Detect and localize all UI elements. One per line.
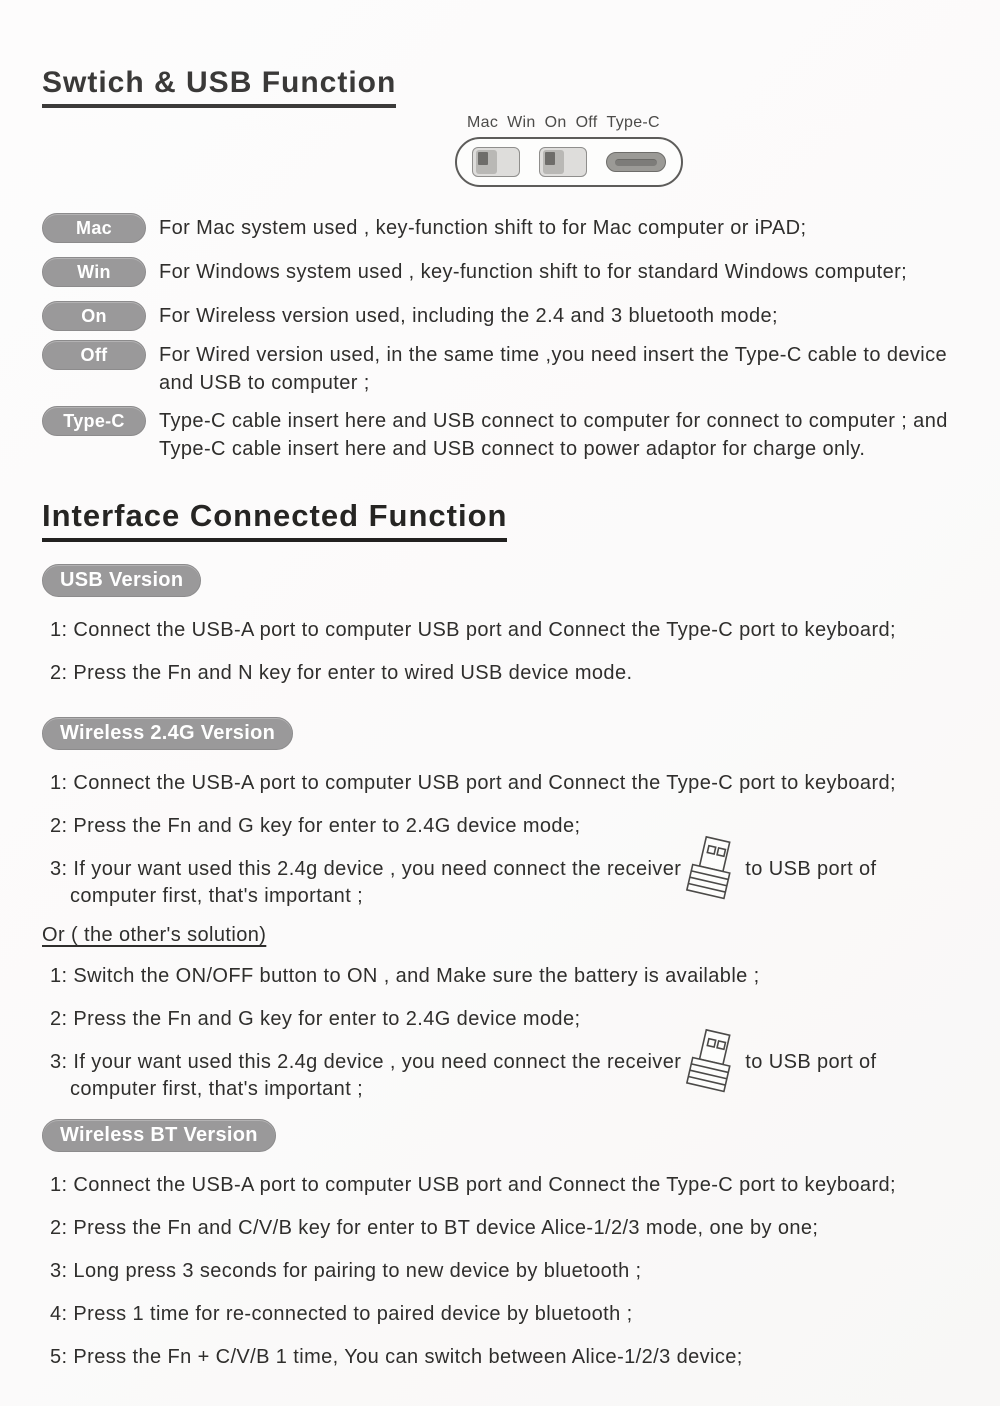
usb-receiver-icon (681, 857, 745, 879)
switch-knob (543, 150, 564, 174)
switch-panel-outline (455, 137, 683, 187)
switch-knob (476, 150, 497, 174)
mac-description: For Mac system used , key-function shift to for Mac computer or iPAD; (159, 217, 807, 239)
label-mac: Mac (467, 114, 499, 131)
bt-step-4: 4: Press 1 time for re-connected to paired device by bluetooth ; (50, 1303, 633, 1326)
type-c-badge: Type-C (42, 406, 146, 436)
wireless-bt-badge: Wireless BT Version (42, 1119, 276, 1152)
label-off: Off (575, 114, 598, 131)
or-solution-heading: Or ( the other's solution) (42, 924, 267, 947)
switch-diagram (455, 114, 695, 187)
wireless-24g-step-3-post: to USB port of (745, 858, 877, 881)
section-title-interface: Interface Connected Function (42, 499, 507, 542)
switch-diagram-labels (467, 114, 695, 132)
off-badge: Off (42, 340, 146, 370)
wireless-24g-section (42, 717, 970, 1103)
legend-row-type-c (42, 406, 970, 463)
switch-legend (42, 213, 970, 463)
legend-row-win (42, 257, 970, 287)
type-c-port-icon (606, 152, 666, 172)
wireless-24g-alt-step-3-post: to USB port of (745, 1051, 877, 1074)
wireless-24g-step-1: 1: Connect the USB-A port to computer USB port and Connect the Type-C port to keyboard; (50, 772, 896, 795)
type-c-description: Type-C cable insert here and USB connect to computer for connect to computer ; and Type-C cable insert here and USB connect to power adaptor for charge only. (159, 410, 948, 460)
on-badge: On (42, 301, 146, 331)
section-title-switch: Swtich & USB Function (42, 66, 396, 108)
usb-version-section (42, 564, 970, 687)
bt-step-1: 1: Connect the USB-A port to computer USB port and Connect the Type-C port to keyboard; (50, 1174, 896, 1197)
on-description: For Wireless version used, including the 2.4 and 3 bluetooth mode; (159, 305, 778, 327)
usb-receiver-icon (681, 1050, 745, 1072)
wireless-24g-step-2: 2: Press the Fn and G key for enter to 2.4G device mode; (50, 815, 581, 838)
mac-win-slide-switch (472, 147, 520, 177)
usb-step-2: 2: Press the Fn and N key for enter to wired USB device mode. (50, 662, 633, 685)
wireless-24g-badge: Wireless 2.4G Version (42, 717, 293, 750)
off-description: For Wired version used, in the same time ,you need insert the Type-C cable to device and USB to computer ; (159, 344, 948, 394)
wireless-24g-alt-step-1: 1: Switch the ON/OFF button to ON , and Make sure the battery is available ; (50, 965, 760, 988)
switch-knob-detail (545, 152, 555, 165)
win-description: For Windows system used , key-function shift to for standard Windows computer; (159, 261, 908, 283)
wireless-24g-alt-step-3-line2: computer first, that's important ; (70, 1078, 364, 1101)
win-badge: Win (42, 257, 146, 287)
bt-step-2: 2: Press the Fn and C/V/B key for enter to BT device Alice-1/2/3 mode, one by one; (50, 1217, 819, 1240)
usb-step-1: 1: Connect the USB-A port to computer USB port and Connect the Type-C port to keyboard; (50, 619, 896, 642)
type-c-slot (615, 159, 657, 166)
wireless-24g-step-3 (50, 856, 970, 910)
legend-row-mac (42, 213, 970, 243)
label-win: Win (507, 114, 536, 131)
interface-section (42, 499, 970, 542)
legend-row-off (42, 340, 970, 397)
wireless-24g-step-3-pre: 3: If your want used this 2.4g device , you need connect the receiver (50, 858, 682, 881)
on-off-slide-switch (539, 147, 587, 177)
legend-row-on (42, 301, 970, 331)
wireless-24g-alt-step-3 (50, 1049, 970, 1103)
bt-step-5: 5: Press the Fn + C/V/B 1 time, You can switch between Alice-1/2/3 device; (50, 1346, 743, 1369)
usb-version-badge: USB Version (42, 564, 201, 597)
wireless-24g-alt-step-2: 2: Press the Fn and G key for enter to 2.4G device mode; (50, 1008, 581, 1031)
label-type-c: Type-C (606, 114, 660, 131)
mac-badge: Mac (42, 213, 146, 243)
label-on: On (544, 114, 567, 131)
wireless-24g-step-3-line2: computer first, that's important ; (70, 885, 364, 908)
wireless-bt-section (42, 1119, 970, 1371)
switch-knob-detail (478, 152, 488, 165)
bt-step-3: 3: Long press 3 seconds for pairing to new device by bluetooth ; (50, 1260, 642, 1283)
wireless-24g-alt-step-3-pre: 3: If your want used this 2.4g device , you need connect the receiver (50, 1051, 682, 1074)
